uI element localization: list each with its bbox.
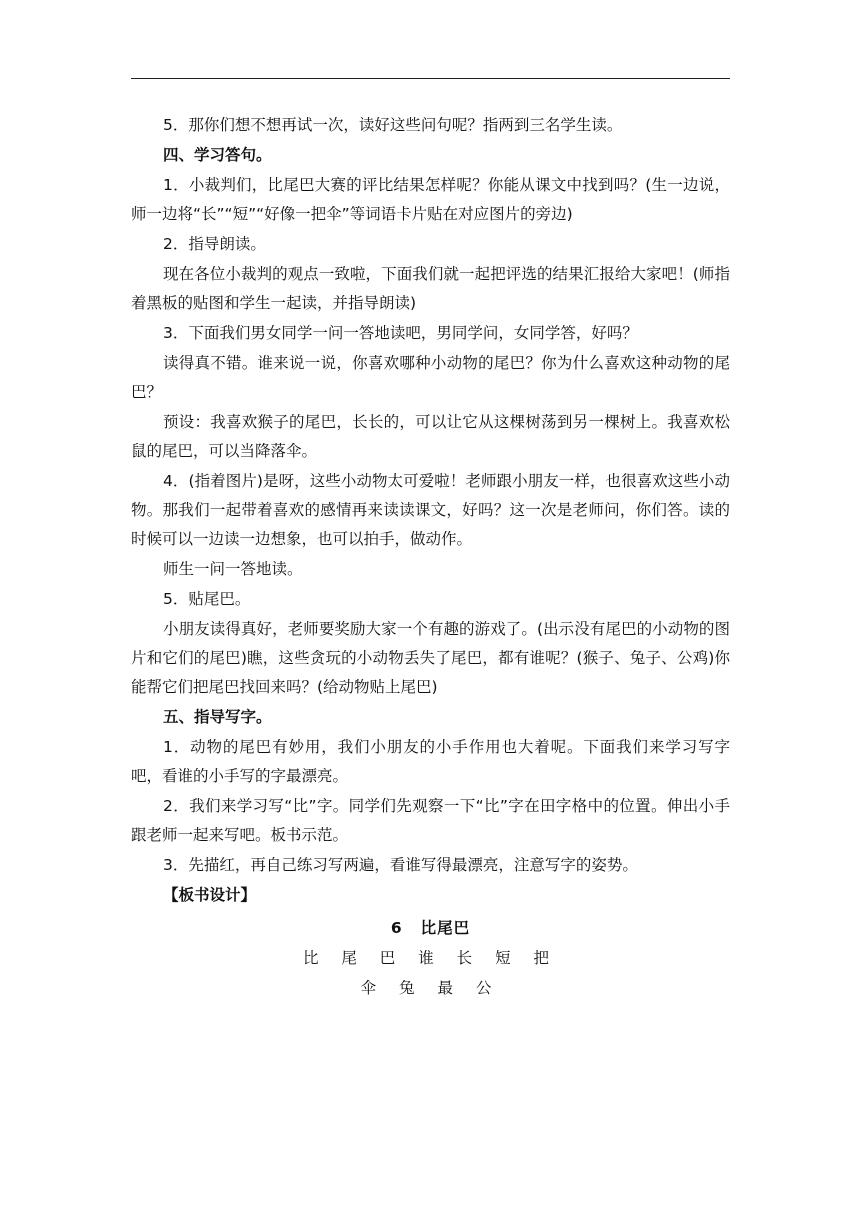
header-rule <box>131 78 730 79</box>
board-title <box>131 914 730 943</box>
paragraph: 3．先描红，再自己练习写两遍，看谁写得最漂亮，注意写字的姿势。 <box>163 856 638 874</box>
paragraph: 师生一问一答地读。 <box>163 560 303 578</box>
paragraph: 预设：我喜欢猴子的尾巴，长长的，可以让它从这棵树荡到另一棵树上。我喜欢松鼠的尾巴，可以当降落伞。 <box>131 413 730 460</box>
section-heading: 四、学习答句。 <box>163 146 272 164</box>
lesson-number: 6 <box>390 919 403 937</box>
paragraph: 3．下面我们男女同学一问一答地读吧，男同学问，女同学答，好吗？ <box>163 324 638 342</box>
paragraph: 4．(指着图片)是呀，这些小动物太可爱啦！老师跟小朋友一样，也很喜欢这些小动物。那我们一起带着喜欢的感情再来读读课文，好吗？这一次是老师问，你们答。读的时候可以一边读一边想象，也可以拍手，做动作。 <box>131 472 730 548</box>
paragraph: 2．指导朗读。 <box>163 235 266 253</box>
board-characters-row-2: 伞 兔 最 公 <box>360 979 501 997</box>
paragraph: 2．我们来学习写“比”字。同学们先观察一下“比”字在田字格中的位置。伸出小手跟老师一起来写吧。板书示范。 <box>131 797 730 844</box>
paragraph: 1．小裁判们，比尾巴大赛的评比结果怎样呢？你能从课文中找到吗？(生一边说，师一边将“长”“短”“好像一把伞”等词语卡片贴在对应图片的旁边) <box>131 176 730 223</box>
section-heading: 五、指导写字。 <box>163 708 272 726</box>
document-body <box>131 111 730 1004</box>
paragraph: 现在各位小裁判的观点一致啦，下面我们就一起把评选的结果汇报给大家吧！(师指着黑板的贴图和学生一起读，并指导朗读) <box>131 265 730 312</box>
paragraph: 1．动物的尾巴有妙用，我们小朋友的小手作用也大着呢。下面我们来学习写字吧，看谁的小手写的字最漂亮。 <box>131 738 730 785</box>
paragraph: 5．那你们想不想再试一次，读好这些问句呢？指两到三名学生读。 <box>163 116 623 134</box>
board-design-heading: 【板书设计】 <box>163 886 257 904</box>
paragraph: 5．贴尾巴。 <box>163 590 251 608</box>
board-characters-row-1: 比 尾 巴 谁 长 短 把 <box>302 949 559 967</box>
paragraph: 读得真不错。谁来说一说，你喜欢哪种小动物的尾巴？你为什么喜欢这种动物的尾巴？ <box>131 354 730 401</box>
lesson-title: 比尾巴 <box>420 919 471 937</box>
paragraph: 小朋友读得真好，老师要奖励大家一个有趣的游戏了。(出示没有尾巴的小动物的图片和它们的尾巴)瞧，这些贪玩的小动物丢失了尾巴，都有谁呢？(猴子、兔子、公鸡)你能帮它们把尾巴找回来吗？(给动物贴上尾巴) <box>131 620 730 696</box>
